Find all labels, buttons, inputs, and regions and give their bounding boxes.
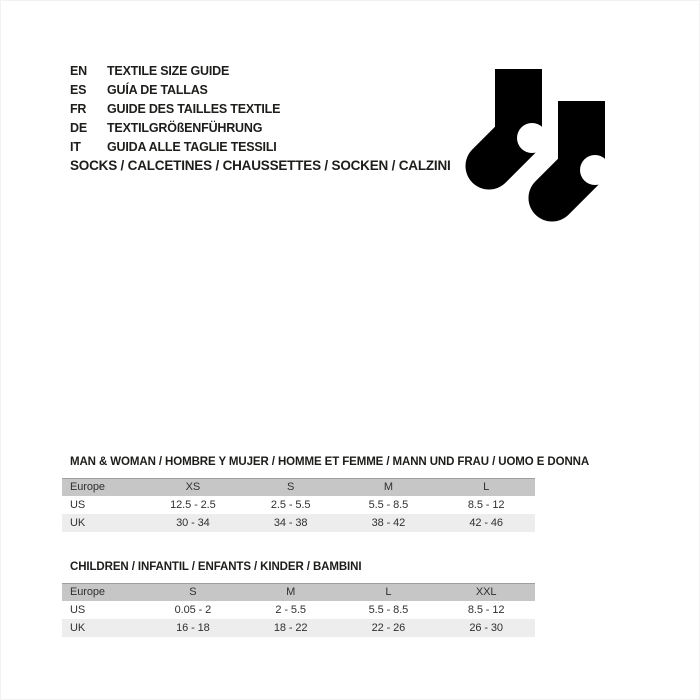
size-value: 42 - 46	[469, 516, 503, 529]
man-woman-size-table	[62, 456, 590, 532]
children-size-table	[62, 561, 535, 637]
table-row-uk	[62, 514, 535, 532]
region-label: UK	[70, 621, 86, 634]
size-value: 34 - 38	[273, 516, 308, 529]
language-label: GUÍA DE TALLAS	[107, 82, 208, 97]
language-label: GUIDE DES TAILLES TEXTILE	[107, 101, 281, 116]
language-label: TEXTILGRÖßENFÜHRUNG	[107, 120, 263, 135]
language-code: IT	[70, 139, 81, 154]
sock-shape-right	[552, 101, 610, 198]
size-value: 26 - 30	[469, 621, 503, 634]
size-value: 30 - 34	[176, 516, 210, 529]
size-value: 5.5 - 8.5	[368, 498, 409, 511]
size-value: 22 - 26	[371, 621, 406, 634]
column-header-l: L	[385, 586, 392, 599]
language-code: EN	[70, 63, 87, 78]
size-value: 8.5 - 12	[467, 498, 505, 511]
column-header-m: M	[383, 481, 393, 494]
size-value: 2 - 5.5	[275, 603, 306, 616]
table-title: MAN & WOMAN / HOMBRE Y MUJER / HOMME ET FEMME / MANN UND FRAU / UOMO E DONNA	[70, 456, 590, 468]
language-code: ES	[70, 82, 87, 97]
column-header-s: S	[189, 586, 197, 599]
size-value: 16 - 18	[176, 621, 210, 634]
region-label: US	[70, 498, 86, 511]
language-code: DE	[70, 120, 87, 135]
size-value: 5.5 - 8.5	[368, 603, 409, 616]
region-label: UK	[70, 516, 86, 529]
socks-icon	[462, 66, 632, 241]
table-header-row	[62, 479, 535, 496]
table-row-uk	[62, 619, 535, 637]
table-row-us	[62, 496, 535, 514]
language-label: TEXTILE SIZE GUIDE	[107, 63, 230, 78]
language-list	[70, 61, 280, 156]
table-header-row	[62, 584, 535, 601]
column-header-europe: Europe	[70, 481, 105, 494]
language-row-en	[70, 61, 280, 80]
size-value: 18 - 22	[273, 621, 308, 634]
man-woman-table	[62, 478, 535, 532]
language-row-de	[70, 118, 280, 137]
size-value: 2.5 - 5.5	[270, 498, 311, 511]
table-title: CHILDREN / INFANTIL / ENFANTS / KINDER / BAMBINI	[70, 561, 362, 573]
size-value: 0.05 - 2	[174, 603, 212, 616]
table-row-us	[62, 601, 535, 619]
category-heading: SOCKS / CALCETINES / CHAUSSETTES / SOCKEN / CALZINI	[70, 158, 451, 173]
column-header-xxl: XXL	[475, 586, 497, 599]
column-header-m: M	[286, 586, 296, 599]
size-value: 12.5 - 2.5	[170, 498, 216, 511]
language-row-it	[70, 137, 280, 156]
column-header-europe: Europe	[70, 586, 105, 599]
column-header-xs: XS	[185, 481, 201, 494]
language-label: GUIDA ALLE TAGLIE TESSILI	[107, 139, 277, 154]
children-table	[62, 583, 535, 637]
size-value: 8.5 - 12	[467, 603, 505, 616]
language-row-fr	[70, 99, 280, 118]
language-code: FR	[70, 101, 87, 116]
language-row-es	[70, 80, 280, 99]
size-value: 38 - 42	[371, 516, 406, 529]
sock-shape-left	[489, 69, 547, 166]
column-header-l: L	[483, 481, 490, 494]
region-label: US	[70, 603, 86, 616]
column-header-s: S	[287, 481, 295, 494]
